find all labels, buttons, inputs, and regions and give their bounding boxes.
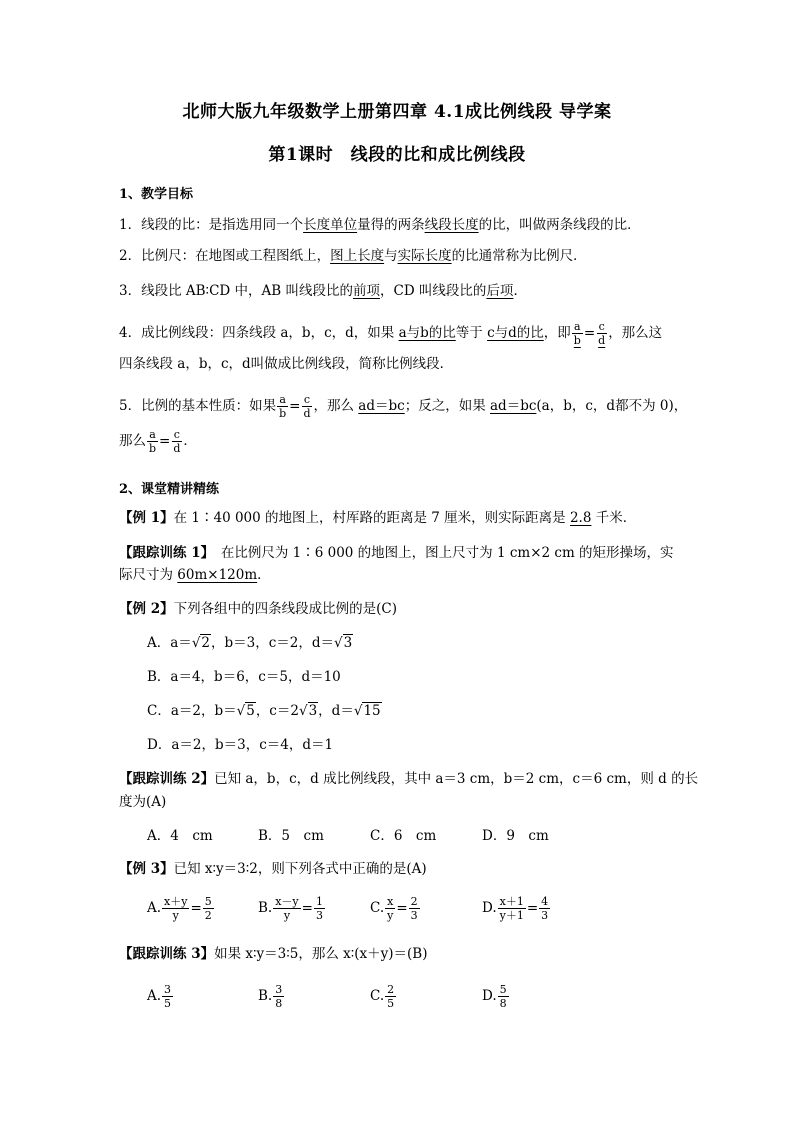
example-3-option-d: D. $\frac{x+1}{y+1}$ = $\frac{4}{3}$ xyxy=(482,895,549,922)
training-1-line1: 【跟踪训练 1】 在比例尺为 1∶6 000 的地图上，图上尺寸为 1 cm×2 cm 的矩形操场，实 xyxy=(119,545,674,561)
objective-3: 3．线段比 AB∶CD 中，AB 叫线段比的前项，CD 叫线段比的后项． xyxy=(119,283,527,299)
training-2-line1: 【跟踪训练 2】已知 a，b，c，d 成比例线段，其中 a＝3 cm，b＝2 cm，c＝6 cm，则 d 的长 xyxy=(119,771,699,787)
example-3-option-b: B. $\frac{x-y}{y}$ = $\frac{1}{3}$ xyxy=(258,895,323,922)
example-2-option-a: A．a＝√2，b＝3，c＝2，d＝√3 xyxy=(147,635,353,651)
fraction-a-b: $\frac{a}{b}$ xyxy=(149,428,157,455)
page-subtitle: 第1课时 线段的比和成比例线段 xyxy=(268,145,526,165)
training-3-option-a: A. $\frac{3}{5}$ xyxy=(147,983,172,1010)
example-1: 【例 1】在 1∶40 000 的地图上，村厍路的距离是 7 厘米，则实际距离是 2.8 千米． xyxy=(119,510,637,526)
fraction-c-d: $\frac{c}{d}$ xyxy=(303,393,311,420)
example-2-option-b: B．a＝4，b＝6，c＝5，d＝10 xyxy=(147,669,341,685)
training-3-option-c: C. $\frac{2}{5}$ xyxy=(370,983,395,1010)
training-3: 【跟踪训练 3】如果 x∶y＝3∶5，那么 x∶(x＋y)＝(B) xyxy=(119,946,428,962)
fraction-c-d: $\frac{c}{d}$ xyxy=(598,320,606,347)
objective-4-line1: 4．成比例线段：四条线段 a，b，c，d，如果 a与b的比等于 c与d的比，即 $\frac{a}{b}$ = $\frac{c}{d}$ ，那么这 xyxy=(119,320,663,347)
training-3-option-b: B. $\frac{3}{8}$ xyxy=(258,983,283,1010)
training-2-option-a: A．4 cm xyxy=(147,828,213,844)
example-3-option-c: C. $\frac{x}{y}$ = $\frac{2}{3}$ xyxy=(370,895,418,922)
training-1-line2: 际尺寸为 60m×120m． xyxy=(119,567,271,583)
page-title: 北师大版九年级数学上册第四章 4.1成比例线段 导学案 xyxy=(182,102,612,122)
fraction-a-b: $\frac{a}{b}$ xyxy=(573,320,581,347)
training-2-option-b: B．5 cm xyxy=(258,828,324,844)
example-2-option-d: D．a＝2，b＝3，c＝4，d＝1 xyxy=(147,737,334,753)
objective-5-line1: 5．比例的基本性质：如果 $\frac{a}{b}$ = $\frac{c}{d}$ ，那么 ad＝bc；反之，如果 ad＝bc(a，b，c，d都不为 0)， xyxy=(119,393,688,420)
objective-5-line2: 那么 $\frac{a}{b}$ = $\frac{c}{d}$ ． xyxy=(119,428,197,455)
section-heading-objectives: 1、教学目标 xyxy=(119,187,194,202)
example-3: 【例 3】已知 x∶y＝3∶2，则下列各式中正确的是(A) xyxy=(119,861,427,877)
example-2-option-c: C．a＝2，b＝√5，c＝2√3，d＝√15 xyxy=(147,703,381,719)
training-2-line2: 度为(A) xyxy=(119,794,167,810)
fraction-a-b: $\frac{a}{b}$ xyxy=(279,393,287,420)
section-heading-practice: 2、课堂精讲精练 xyxy=(119,482,220,497)
example-3-option-a: A. $\frac{x+y}{y}$ = $\frac{5}{2}$ xyxy=(147,895,212,922)
training-2-option-d: D．9 cm xyxy=(482,828,549,844)
objective-1: 1．线段的比：是指选用同一个长度单位量得的两条线段长度的比，叫做两条线段的比． xyxy=(119,217,641,233)
training-3-option-d: D. $\frac{5}{8}$ xyxy=(482,983,507,1010)
fraction-c-d: $\frac{c}{d}$ xyxy=(173,428,181,455)
example-2: 【例 2】下列各组中的四条线段成比例的是(C) xyxy=(119,601,397,617)
training-2-option-c: C．6 cm xyxy=(370,828,437,844)
objective-2: 2．比例尺：在地图或工程图纸上，图上长度与实际长度的比通常称为比例尺． xyxy=(119,248,587,264)
objective-4-line2: 四条线段 a，b，c，d叫做成比例线段，简称比例线段． xyxy=(119,356,454,372)
